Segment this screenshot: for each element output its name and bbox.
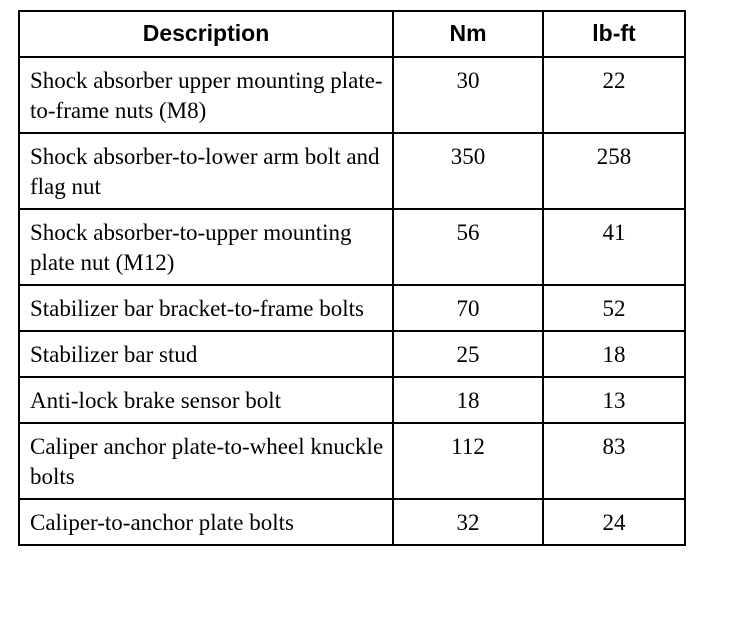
row-nm: 350: [393, 133, 543, 209]
table-row: [19, 209, 685, 285]
table-row: [19, 133, 685, 209]
row-nm: 25: [393, 331, 543, 377]
table-row: [19, 331, 685, 377]
row-lbft: 18: [543, 331, 685, 377]
table-row: [19, 57, 685, 133]
row-lbft: 13: [543, 377, 685, 423]
row-description: Shock absorber-to-lower arm bolt and flag nut: [19, 133, 393, 209]
row-lbft: 24: [543, 499, 685, 545]
header-lbft: lb-ft: [543, 11, 685, 57]
row-lbft: 83: [543, 423, 685, 499]
row-nm: 30: [393, 57, 543, 133]
row-description: Anti-lock brake sensor bolt: [19, 377, 393, 423]
row-description: Stabilizer bar bracket-to-frame bolts: [19, 285, 393, 331]
row-lbft: 258: [543, 133, 685, 209]
row-description: Shock absorber upper mounting plate-to-frame nuts (M8): [19, 57, 393, 133]
table-row: [19, 377, 685, 423]
row-description: Caliper anchor plate-to-wheel knuckle bolts: [19, 423, 393, 499]
row-lbft: 41: [543, 209, 685, 285]
table-body: [19, 57, 685, 545]
row-nm: 18: [393, 377, 543, 423]
row-nm: 32: [393, 499, 543, 545]
table-row: [19, 499, 685, 545]
row-description: Caliper-to-anchor plate bolts: [19, 499, 393, 545]
table-row: [19, 423, 685, 499]
row-nm: 70: [393, 285, 543, 331]
header-description: Description: [19, 11, 393, 57]
row-description: Shock absorber-to-upper mounting plate nut (M12): [19, 209, 393, 285]
row-nm: 56: [393, 209, 543, 285]
row-description: Stabilizer bar stud: [19, 331, 393, 377]
table-header: [19, 11, 685, 57]
header-nm: Nm: [393, 11, 543, 57]
row-nm: 112: [393, 423, 543, 499]
torque-specifications-table: [18, 10, 686, 546]
header-row: [19, 11, 685, 57]
row-lbft: 22: [543, 57, 685, 133]
row-lbft: 52: [543, 285, 685, 331]
table-row: [19, 285, 685, 331]
